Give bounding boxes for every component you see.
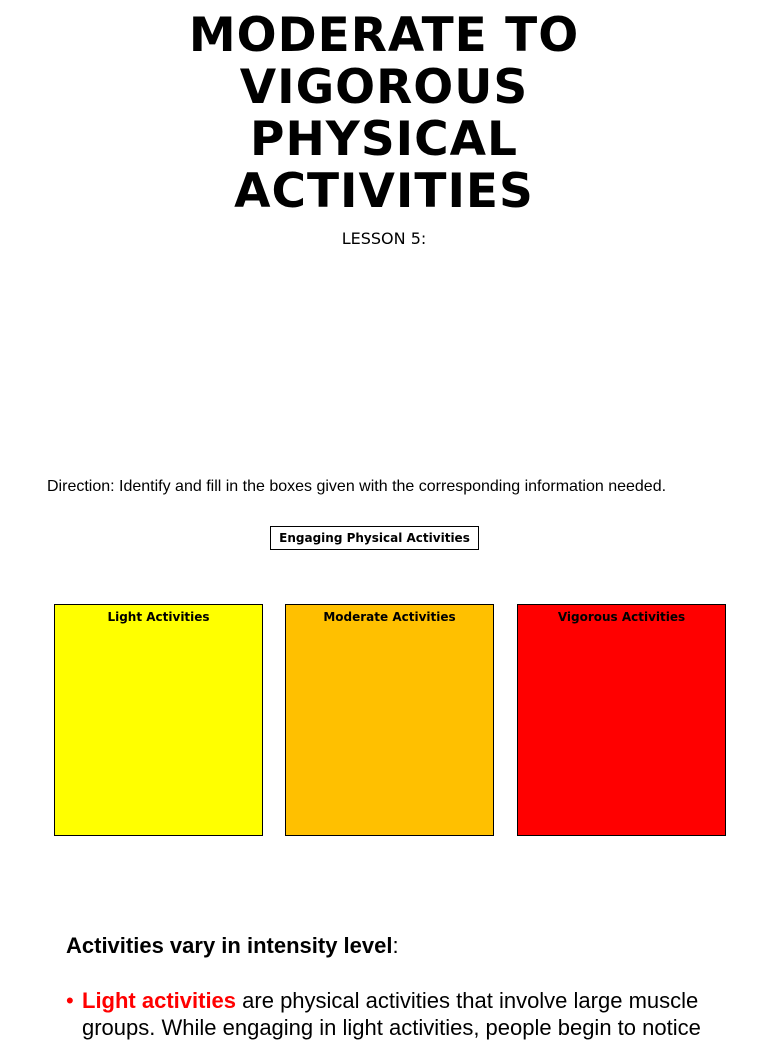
- bullet-text-line-2: groups. While engaging in light activities, people begin to notice: [82, 1015, 701, 1040]
- light-activities-label: Light Activities: [107, 610, 210, 624]
- engaging-activities-label: Engaging Physical Activities: [279, 531, 470, 545]
- bullet-text-line-1: are physical activities that involve large muscle: [236, 988, 699, 1013]
- intensity-heading-bold: Activities vary in intensity level: [66, 933, 393, 958]
- vigorous-activities-box[interactable]: [517, 604, 726, 836]
- title-line-3: PHYSICAL: [250, 112, 518, 167]
- title-line-4: ACTIVITIES: [234, 164, 534, 219]
- bullet-term: Light activities: [82, 988, 237, 1013]
- engaging-activities-box: [270, 526, 479, 550]
- moderate-activities-label: Moderate Activities: [323, 610, 456, 624]
- bullet-light-activities: [66, 987, 736, 1041]
- light-activities-box[interactable]: [54, 604, 263, 836]
- lesson-label: LESSON 5:: [341, 229, 427, 248]
- bullet-marker: •: [66, 988, 74, 1013]
- title-line-1: MODERATE TO: [188, 8, 580, 63]
- title-line-2: VIGOROUS: [239, 60, 529, 115]
- vigorous-activities-label: Vigorous Activities: [557, 610, 686, 624]
- intensity-heading-colon: :: [392, 933, 399, 958]
- moderate-activities-box[interactable]: [285, 604, 494, 836]
- direction-text: Direction: Identify and fill in the boxes given with the corresponding information needed.: [47, 478, 667, 495]
- intensity-heading: [66, 933, 399, 959]
